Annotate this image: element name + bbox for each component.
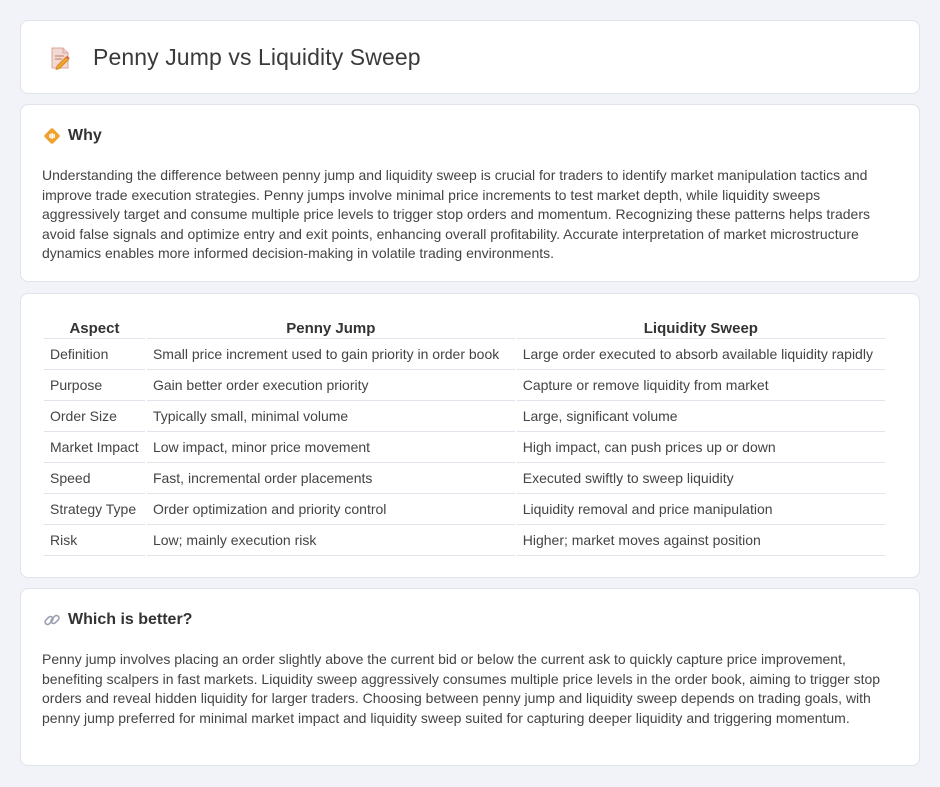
page-title: Penny Jump vs Liquidity Sweep (93, 44, 421, 70)
table-row (44, 494, 885, 525)
row-aspect: Purpose (44, 370, 145, 401)
table-header-row (44, 316, 885, 339)
header-penny-jump: Penny Jump (147, 316, 515, 339)
row-liquidity-sweep: Executed swiftly to sweep liquidity (517, 463, 885, 494)
table-row (44, 370, 885, 401)
why-title: Why (68, 127, 102, 144)
row-penny-jump: Small price increment used to gain priority in order book (147, 339, 515, 370)
row-penny-jump: Order optimization and priority control (147, 494, 515, 525)
why-heading (43, 127, 102, 145)
row-penny-jump: Low; mainly execution risk (147, 525, 515, 556)
row-liquidity-sweep: Capture or remove liquidity from market (517, 370, 885, 401)
row-aspect: Market Impact (44, 432, 145, 463)
row-liquidity-sweep: Large, significant volume (517, 401, 885, 432)
row-liquidity-sweep: Large order executed to absorb available liquidity rapidly (517, 339, 885, 370)
document-edit-icon (47, 45, 73, 71)
row-aspect: Definition (44, 339, 145, 370)
row-penny-jump: Fast, incremental order placements (147, 463, 515, 494)
comparison-table (42, 316, 887, 556)
table-row (44, 401, 885, 432)
link-icon (43, 611, 61, 629)
diamond-signal-icon (43, 127, 61, 145)
header-aspect: Aspect (44, 316, 145, 339)
better-heading (43, 611, 192, 629)
row-liquidity-sweep: Liquidity removal and price manipulation (517, 494, 885, 525)
row-aspect: Risk (44, 525, 145, 556)
table-row (44, 463, 885, 494)
better-body: Penny jump involves placing an order slightly above the current bid or below the current ask to quickly capture price improvement, benefiting scalpers in fast markets. Liquidity sweep aggressively consumes multiple price levels in the order book, aiming to trigger stop orders and reveal hidden liquidity for larger traders. Choosing between penny jump and liquidity sweep depends on trading goals, with penny jump preferred for minimal market impact and liquidity sweep suited for capturing deeper liquidity and triggering momentum. (42, 651, 881, 726)
comparison-section (20, 293, 920, 578)
table-row (44, 525, 885, 556)
row-aspect: Strategy Type (44, 494, 145, 525)
row-penny-jump: Low impact, minor price movement (147, 432, 515, 463)
row-penny-jump: Typically small, minimal volume (147, 401, 515, 432)
row-liquidity-sweep: High impact, can push prices up or down (517, 432, 885, 463)
which-is-better-section (20, 588, 920, 766)
row-penny-jump: Gain better order execution priority (147, 370, 515, 401)
why-section (20, 104, 920, 282)
table-row (44, 432, 885, 463)
header-liquidity-sweep: Liquidity Sweep (517, 316, 885, 339)
title-row (47, 44, 421, 71)
row-liquidity-sweep: Higher; market moves against position (517, 525, 885, 556)
title-card (20, 20, 920, 94)
table-row (44, 339, 885, 370)
why-body: Understanding the difference between penny jump and liquidity sweep is crucial for traders to identify market manipulation tactics and improve trade execution strategies. Penny jumps involve minimal price increments to test market depth, while liquidity sweeps aggressively target and consume multiple price levels to trigger stop orders and momentum. Recognizing these patterns helps traders avoid false signals and optimize entry and exit points, enhancing overall profitability. Accurate interpretation of market microstructure dynamics enables more informed decision-making in volatile trading environments. (42, 167, 870, 262)
row-aspect: Speed (44, 463, 145, 494)
row-aspect: Order Size (44, 401, 145, 432)
better-title: Which is better? (68, 611, 193, 628)
